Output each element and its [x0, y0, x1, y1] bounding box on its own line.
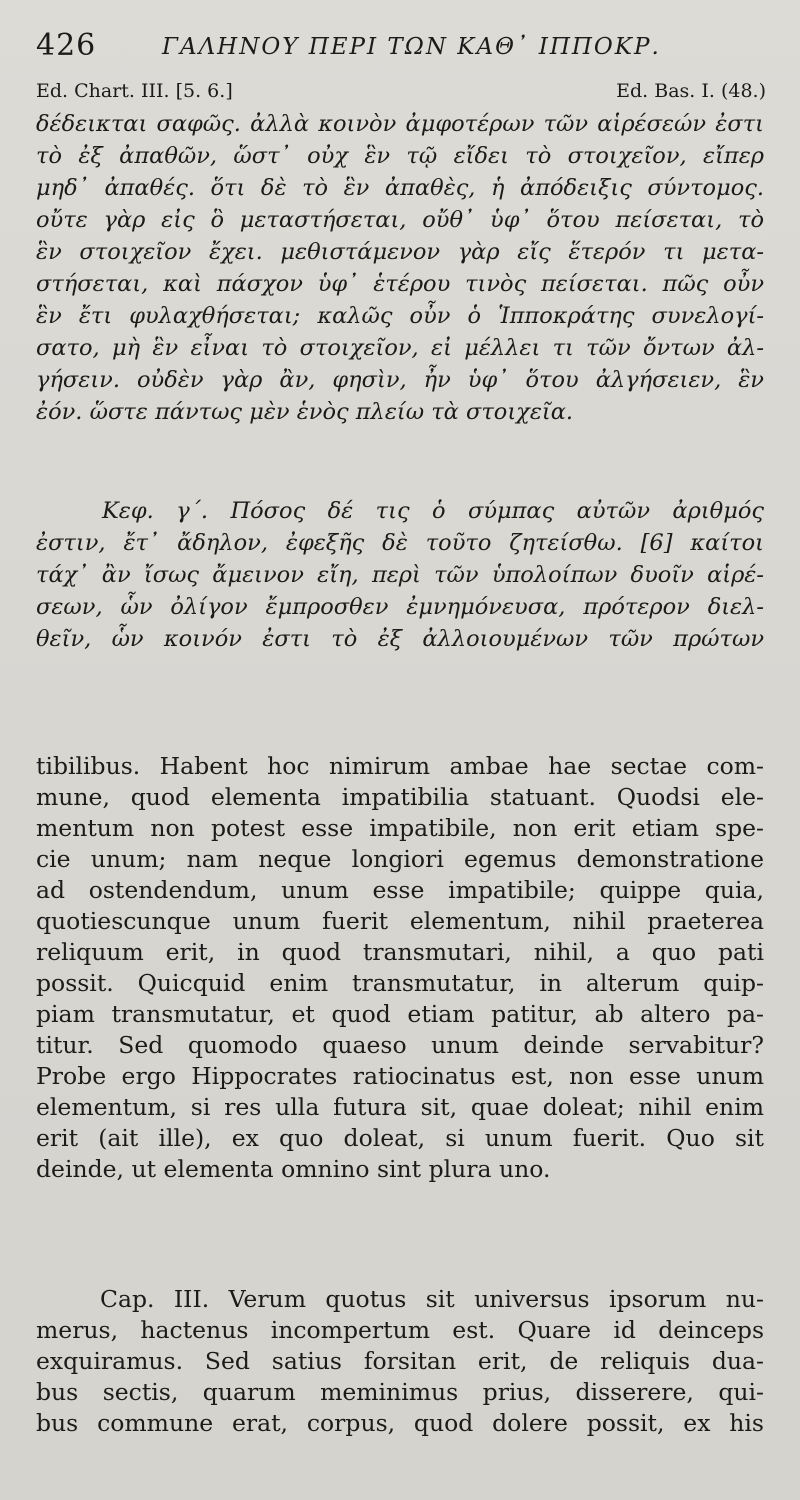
text-line: σατο, μὴ ἓν εἶναι τὸ στοιχεῖον, εἰ μέλλει τι τῶν ὄντων ἀλ-	[36, 335, 764, 361]
text-line: ad ostendendum, unum esse impatibile; quippe quia,	[36, 876, 764, 904]
text-line: θεῖν, ὧν κοινόν ἐστι τὸ ἐξ ἀλλοιουμένων τῶν πρώτων	[36, 626, 764, 652]
text-line: στήσεται, καὶ πάσχον ὑφ᾽ ἑτέρου τινὸς πείσεται. πῶς οὖν	[36, 271, 764, 297]
text-line: ἓν ἔτι φυλαχθήσεται; καλῶς οὖν ὁ Ἱπποκράτης συνελογί-	[36, 303, 764, 329]
text-line: cie unum; nam neque longiori egemus demonstratione	[36, 845, 764, 873]
text-line: μηδ᾽ ἀπαθές. ὅτι δὲ τὸ ἓν ἀπαθὲς, ἡ ἀπόδειξις σύντομος.	[36, 175, 764, 201]
edition-reference-chartier: Ed. Chart. III. [5. 6.]	[36, 80, 233, 102]
text-line: mentum non potest esse impatibile, non erit etiam spe-	[36, 814, 764, 842]
text-line: ἐστιν, ἔτ᾽ ἄδηλον, ἐφεξῆς δὲ τοῦτο ζητείσθω. [6] καίτοι	[36, 530, 764, 556]
edition-reference-basel: Ed. Bas. I. (48.)	[616, 80, 766, 102]
greek-paragraph-1	[36, 108, 764, 428]
latin-chapter-paragraph	[36, 1284, 764, 1439]
text-line: merus, hactenus incompertum est. Quare id deinceps	[36, 1316, 764, 1344]
greek-chapter-paragraph	[36, 495, 764, 655]
page-number: 426	[36, 28, 97, 63]
running-head	[36, 28, 766, 68]
text-line: piam transmutatur, et quod etiam patitur, ab altero pa-	[36, 1000, 764, 1028]
text-line: ἓν στοιχεῖον ἔχει. μεθιστάμενον γὰρ εἴς ἕτερόν τι μετα-	[36, 239, 764, 265]
text-line: τὸ ἐξ ἀπαθῶν, ὥστ᾽ οὐχ ἓν τῷ εἴδει τὸ στοιχεῖον, εἴπερ	[36, 143, 764, 169]
text-line: δέδεικται σαφῶς. ἀλλὰ κοινὸν ἀμφοτέρων τῶν αἱρέσεών ἐστι	[36, 111, 764, 137]
text-line: deinde, ut elementa omnino sint plura uno.	[36, 1155, 551, 1183]
text-line: elementum, si res ulla futura sit, quae doleat; nihil enim	[36, 1093, 764, 1121]
text-line: exquiramus. Sed satius forsitan erit, de reliquis dua-	[36, 1347, 764, 1375]
text-line: tibilibus. Habent hoc nimirum ambae hae sectae com-	[36, 752, 764, 780]
running-title: ΓΑΛΗΝΟΥ ΠΕΡΙ ΤΩΝ ΚΑΘ᾽ ΙΠΠΟΚΡ.	[162, 34, 661, 60]
text-line: quotiescunque unum fuerit elementum, nihil praeterea	[36, 907, 764, 935]
text-line: ἐόν. ὥστε πάντως μὲν ἑνὸς πλείω τὰ στοιχεῖα.	[36, 399, 574, 425]
text-line: bus commune erat, corpus, quod dolere possit, ex his	[36, 1409, 764, 1437]
text-line: titur. Sed quomodo quaeso unum deinde servabitur?	[36, 1031, 764, 1059]
latin-paragraph-1	[36, 751, 764, 1185]
text-line: γήσειν. οὐδὲν γὰρ ἂν, φησὶν, ἦν ὑφ᾽ ὅτου ἀλγήσειεν, ἓν	[36, 367, 764, 393]
text-line: possit. Quicquid enim transmutatur, in alterum quip-	[36, 969, 764, 997]
text-line: τάχ᾽ ἂν ἴσως ἄμεινον εἴη, περὶ τῶν ὑπολοίπων δυοῖν αἱρέ-	[36, 562, 764, 588]
text-line: Probe ergo Hippocrates ratiocinatus est, non esse unum	[36, 1062, 764, 1090]
text-line: erit (ait ille), ex quo doleat, si unum fuerit. Quo sit	[36, 1124, 764, 1152]
text-line: reliquum erit, in quod transmutari, nihil, a quo pati	[36, 938, 764, 966]
edition-references	[36, 80, 766, 108]
text-line: bus sectis, quarum meminimus prius, disserere, qui-	[36, 1378, 764, 1406]
chapter-heading-line: Cap. III. Verum quotus sit universus ipsorum nu-	[100, 1285, 764, 1313]
text-line: σεων, ὧν ὀλίγον ἔμπροσθεν ἐμνημόνευσα, πρότερον διελ-	[36, 594, 764, 620]
text-line: οὔτε γὰρ εἰς ὃ μεταστήσεται, οὔθ᾽ ὑφ᾽ ὅτου πείσεται, τὸ	[36, 207, 764, 233]
chapter-heading-line: Κεφ. γ΄. Πόσος δέ τις ὁ σύμπας αὐτῶν ἀριθμός	[102, 498, 764, 524]
text-line: mune, quod elementa impatibilia statuant. Quodsi ele-	[36, 783, 764, 811]
